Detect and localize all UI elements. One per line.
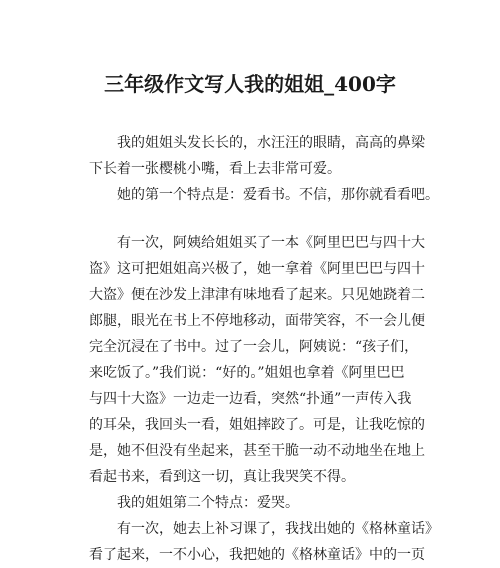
paragraph-line: 郎腿，眼光在书上不停地移动，面带笑容，不一会儿便	[89, 313, 425, 329]
paragraph-line: 大盗》便在沙发上津津有味地看了起来。只见她跷着二	[89, 287, 425, 303]
paragraph-line: 与四十大盗》一边走一边看，突然“扑通”一声传入我	[89, 391, 412, 407]
paragraph-line: 来吃饭了。”我们说：“好的。”姐姐也拿着《阿里巴巴	[89, 365, 405, 381]
document-title: 三年级作文写人我的姐姐_400字	[104, 72, 396, 96]
paragraph-line: 我的姐姐第二个特点：爱哭。	[117, 495, 299, 511]
paragraph-line: 完全沉浸在了书中。过了一会儿，阿姨说：“孩子们，	[89, 339, 419, 355]
paragraph-line: 下长着一张樱桃小嘴，看上去非常可爱。	[89, 161, 341, 177]
paragraph-line: 有一次，阿姨给姐姐买了一本《阿里巴巴与四十大	[117, 235, 425, 251]
document-body	[89, 130, 439, 568]
paragraph-line: 盗》这可把姐姐高兴极了，她一拿着《阿里巴巴与四十	[89, 261, 425, 277]
paragraph-line: 她的第一个特点是：爱看书。不信，那你就看看吧。	[117, 187, 439, 203]
paragraph-line: 看起书来，看到这一切，真让我哭笑不得。	[89, 469, 355, 485]
paragraph-line: 的耳朵，我回头一看，姐姐摔跤了。可是，让我吃惊的	[89, 417, 425, 433]
paragraph-spacer	[89, 208, 429, 230]
paragraph-line: 看了起来，一不小心，我把她的《格林童话》中的一页	[89, 547, 425, 563]
paragraph-line: 是，她不但没有坐起来，甚至干脆一动不动地坐在地上	[89, 443, 425, 459]
paragraph-line: 有一次，她去上补习课了，我找出她的《格林童话》	[117, 521, 439, 537]
paragraph-line: 我的姐姐头发长长的，水汪汪的眼睛，高高的鼻梁	[117, 135, 425, 151]
